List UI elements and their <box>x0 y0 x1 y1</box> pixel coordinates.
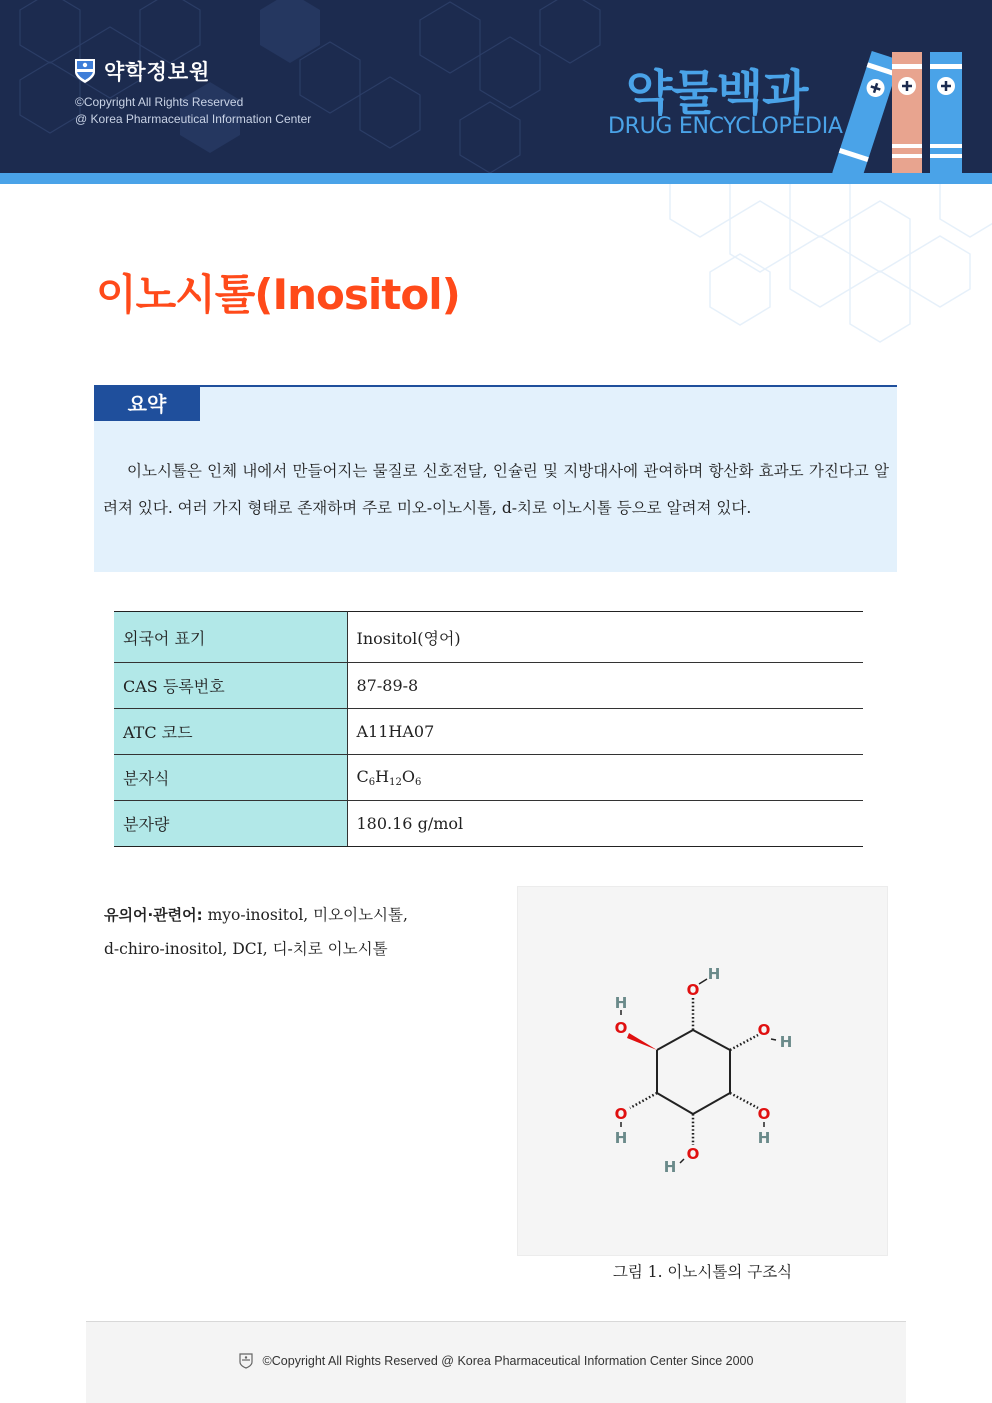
org-logo <box>74 56 210 86</box>
oxygen-label: O <box>614 1105 628 1123</box>
encyclopedia-title: 약물백과 <box>626 65 808 121</box>
synonyms-label: 유의어·관련어: <box>104 906 203 924</box>
cas-number-key: CAS 등록번호 <box>114 663 347 709</box>
background-hexagon-pattern <box>540 184 992 364</box>
hashed-bonds <box>630 997 758 1145</box>
table-row <box>114 663 863 709</box>
oxygen-label: O <box>686 1145 700 1163</box>
hydrogen-label: H <box>779 1033 793 1051</box>
table-row <box>114 755 863 801</box>
wedge-bond <box>627 1033 657 1050</box>
org-copyright-line2: @ Korea Pharmaceutical Information Center <box>75 112 312 126</box>
shield-logo-icon <box>74 58 96 84</box>
table-row <box>114 612 863 663</box>
molecular-formula-value: $C_6H_{12}O_6$ <box>347 755 863 801</box>
atc-code-value: A11HA07 <box>347 709 863 755</box>
oxygen-label: O <box>757 1021 771 1039</box>
atom-labels <box>615 965 793 1176</box>
encyclopedia-subtitle: DRUG ENCYCLOPEDIA <box>608 114 843 139</box>
hydrogen-label: H <box>663 1158 677 1176</box>
oh-bonds <box>621 979 776 1163</box>
summary-tab-label: 요약 <box>94 387 200 421</box>
books-icon <box>820 44 970 173</box>
footer-copyright: ©Copyright All Rights Reserved @ Korea Pharmaceutical Information Center Since 2000 <box>262 1354 754 1368</box>
shield-logo-icon <box>239 1353 253 1369</box>
oxygen-label: O <box>686 981 700 999</box>
synonyms <box>104 898 464 966</box>
molecular-weight-key: 분자량 <box>114 801 347 847</box>
hydrogen-label: H <box>707 965 721 983</box>
org-copyright-line1: ©Copyright All Rights Reserved <box>75 95 244 109</box>
ring-bonds <box>657 1030 730 1114</box>
page-title: 이노시톨(Inositol) <box>96 270 460 319</box>
atc-code-key: ATC 코드 <box>114 709 347 755</box>
molecular-weight-value: 180.16 g/mol <box>347 801 863 847</box>
summary-box <box>94 385 897 572</box>
table-row <box>114 801 863 847</box>
synonyms-line1: myo-inositol, 미오이노시톨, <box>202 906 408 924</box>
hydrogen-label: H <box>614 994 628 1012</box>
foreign-name-key: 외국어 표기 <box>114 612 347 663</box>
footer <box>86 1321 906 1403</box>
org-name: 약학정보원 <box>104 60 211 84</box>
summary-text: 이노시톨은 인체 내에서 만들어지는 물질로 신호전달, 인슐린 및 지방대사에 관여하며 항산화 효과도 가진다고 알려져 있다. 여러 가지 형태로 존재하며 주로 미오-이노시톨, d-치로 이노시톨 등으로 알려져 있다. <box>103 462 889 517</box>
table-row <box>114 709 863 755</box>
foreign-name-value: Inositol(영어) <box>347 612 863 663</box>
cas-number-value: 87-89-8 <box>347 663 863 709</box>
hydrogen-label: H <box>614 1129 628 1147</box>
inositol-structure-diagram <box>518 887 889 1257</box>
synonyms-line2: d-chiro-inositol, DCI, 디-치로 이노시톨 <box>104 940 388 958</box>
drug-info-table <box>114 611 863 847</box>
oxygen-label: O <box>614 1019 628 1037</box>
oxygen-label: O <box>757 1105 771 1123</box>
structure-figure <box>517 886 888 1256</box>
figure-caption: 그림 1. 이노시톨의 구조식 <box>612 1263 793 1281</box>
header-stripe <box>0 173 992 184</box>
header-banner <box>0 0 992 173</box>
molecular-formula-key: 분자식 <box>114 755 347 801</box>
hydrogen-label: H <box>757 1129 771 1147</box>
